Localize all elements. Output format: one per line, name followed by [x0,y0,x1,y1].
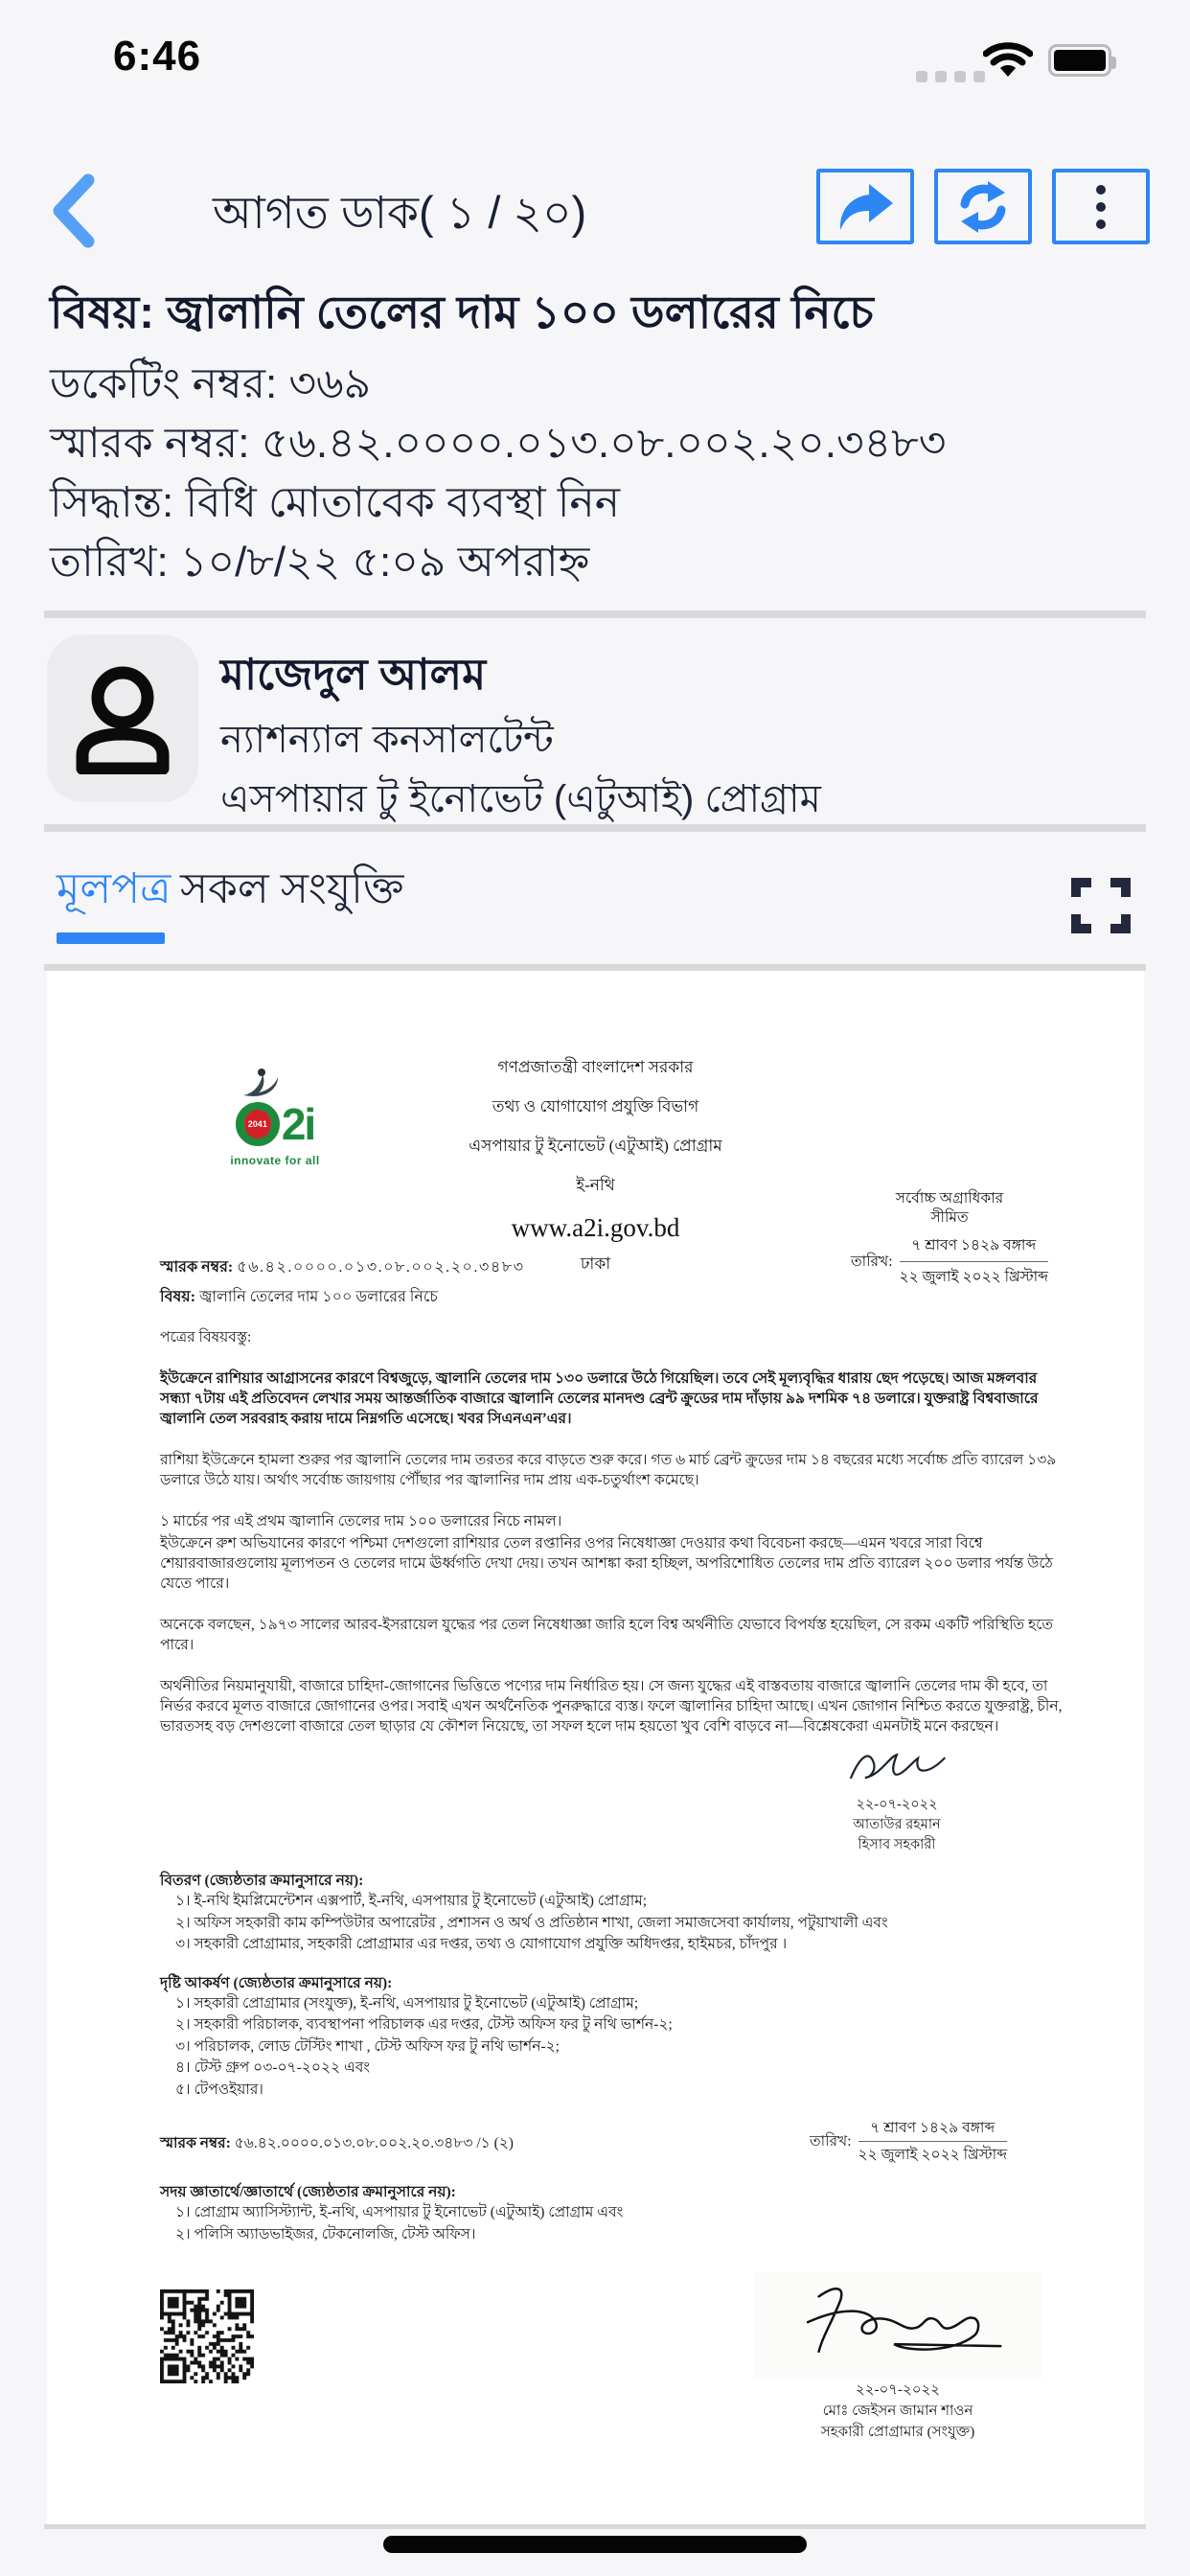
letterhead-line: গণপ্রজাতন্ত্রী বাংলাদেশ সরকার [497,1058,694,1076]
sign1-title: হিসাব সহকারী [858,1837,936,1852]
tab-main-letter[interactable]: মূলপত্র [57,865,172,912]
attention-heading: দৃষ্টি আকর্ষণ (জ্যেষ্ঠতার ক্রমানুসারে নয়): [160,1974,393,1991]
letterhead-website: www.a2i.gov.bd [511,1213,680,1242]
summary-decision: সিদ্ধান্ত: বিধি মোতাবেক ব্যবস্থা নিন [50,479,620,526]
forward-share-icon [837,182,893,232]
logo-text: 2i [281,1099,315,1149]
more-button[interactable] [1052,169,1150,244]
distribution-item: ৩। সহকারী প্রোগ্রামার, সহকারী প্রোগ্রামার এর দপ্তর, তথ্য ও যোগাযোগ প্রযুক্তি অধিদপ্তর, হাইমচর, চাঁদপুর । [175,1936,788,1952]
home-indicator[interactable] [383,2536,807,2553]
cc-list [160,2202,1064,2245]
priority-line: সর্বোচ্চ অগ্রাধিকার [895,1190,1004,1207]
letterhead-line: এসপায়ার টু ইনোভেট (এটুআই) প্রোগ্রাম [469,1137,722,1155]
summary-memo: স্মারক নম্বর: ৫৬.৪২.০০০০.০১৩.০৮.০০২.২০.৩৪৮৩ [50,420,947,467]
paragraphs [160,1368,1064,1736]
person-icon [73,663,172,774]
priority-block [811,1189,1088,1290]
memo-number: ৫৬.৪২.০০০০.০১৩.০৮.০০২.২০.৩৪৮৩ [237,1259,525,1276]
letter-paragraph: অর্থনীতির নিয়মানুযায়ী, বাজারে চাহিদা-জোগানের ভিত্তিতে পণ্যের দাম নির্ধারিত হয়। সে জন্য যুদ্ধের এই বাস্তবতায় বাজারে জ্বালানি তেলের দাম কী হবে, তা নির্ভর করবে মূলত বাজারে জোগানের ওপর। সবাই এখন অর্থনৈতিক পুনরুদ্ধারে ব্যস্ত। ফলে জ্বালানির চাহিদা আছে। এখন জোগান নিশ্চিত করতে যুক্তরাষ্ট্র, চীন, ভারতসহ বড় দেশগুলো বাজারে তেল ছাড়ার যে কৌশল নিয়েছে, তা সফল হলে দাম হয়তো খুব বেশি বাড়বে না—বিশ্লেষকেরা এমনটাই মনে করছেন। [160,1678,1063,1735]
date-gregorian: ২২ জুলাই ২০২২ খ্রিস্টাব্দ [858,2147,1008,2163]
sign1-date: ২২-০৭-২০২২ [856,1797,938,1812]
date-bangla: ৭ শ্রাবণ ১৪২৯ বঙ্গাব্দ [858,2118,1007,2142]
letter-paragraph: ইউক্রেনে রুশ অভিযানের কারণে পশ্চিমা দেশগুলো রাশিয়ার তেল রপ্তানির ওপর নিষেধাজ্ঞা দেওয়ার কথা বিবেচনা করছে—এমন খবরে সারা বিশ্বে শেয়ারবাজারগুলোয় মূল্যপতন ও তেলের দামে ঊর্ধ্বগতি দেখা দেয়। তখন আশঙ্কা করা হচ্ছিল, অপরিশোধিত তেলের দাম প্রতি ব্যারেল ২০০ ডলার পর্যন্ত উঠে যেতে পারে। [160,1535,1053,1592]
letter-paragraph: ইউক্রেনে রাশিয়ার আগ্রাসনের কারণে বিশ্বজুড়ে, জ্বালানি তেলের দাম ১৩০ ডলারে উঠে গিয়েছিল। তবে সেই মূল্যবৃদ্ধির ধারায় ছেদ পড়েছে। আজ মঙ্গলবার সন্ধ্যা ৭টায় এই প্রতিবেদন লেখার সময় আন্তর্জাতিক বাজারে জ্বালানি তেলের মানদণ্ড ব্রেন্ট ক্রুডের দাম দাঁড়ায় ৯৯ দশমিক ৭৪ ডলারে। যুক্তরাষ্ট্র বিশ্ববাজারে জ্বালানি তেল সরবরাহ করায় দামে নিম্নগতি এসেছে। খবর সিএনএন’এর। [160,1370,1039,1427]
signature-image [754,2272,1041,2380]
subject-value: জ্বালানি তেলের দাম ১০০ ডলারের নিচে [199,1289,438,1305]
date-label: তারিখ: [850,1253,893,1270]
sign2-name: মোঃ জেইসন জামান শাওন [822,2404,973,2419]
divider [44,2524,1146,2529]
signature-block-2 [754,2272,1041,2443]
logo-tagline: innovate for all [230,1154,320,1167]
letter-paragraph: অনেকে বলছেন, ১৯৭৩ সালের আরব-ইসরায়েল যুদ্ধের পর তেল নিষেধাজ্ঞা জারি হলে বিশ্ব অর্থনীতি যেভাবে বিপর্যস্ত হয়েছিল, সে রকম একটি পরিস্থিতি হতে পারে। [160,1617,1054,1653]
signature-block-1 [787,1744,1007,1855]
sign1-name: আতাউর রহমান [853,1817,941,1832]
summary-date: তারিখ: ১০/৮/২২ ৫:০৯ অপরাহ্ন [50,539,590,586]
attention-item: ৩। পরিচালক, লোড টেস্টিং শাখা , টেস্ট অফিস ফর টু নথি ভার্শন-২; [175,2037,560,2055]
logo-badge: 2041 [244,1110,271,1138]
tab-all-attachments[interactable]: সকল সংযুক্তি [180,865,404,912]
sign2-date: ২২-০৭-২০২২ [855,2382,940,2398]
expand-icon [1071,878,1131,933]
distribution-list [160,1891,1064,1956]
dak-summary [50,284,1171,592]
memo-label: স্মারক নম্বর: [160,1259,234,1276]
distribution-heading: বিতরণ (জ্যেষ্ঠতার ক্রমানুসারে নয়): [160,1873,364,1889]
date-label: তারিখ: [809,2133,852,2150]
letter-paragraph: ১ মার্চের পর এই প্রথম জ্বালানি তেলের দাম ১০০ ডলারের নিচে নামল। [160,1513,562,1530]
back-button[interactable] [46,172,100,249]
distribution-item: ১। ই-নথি ইমপ্লিমেন্টেশন এক্সপার্ট, ই-নথি, এসপায়ার টু ইনোভেট (এটুআই) প্রোগ্রাম; [175,1893,648,1909]
memo-line [160,1254,525,1280]
attention-item: ২। সহকারী পরিচালক, ব্যবস্থাপনা পরিচালক এর দপ্তর, টেস্ট অফিস ফর টু নথি ভার্শন-২; [175,2016,673,2033]
divider [44,610,1146,618]
letterhead-line: তথ্য ও যোগাযোগ প্রযুক্তি বিভাগ [492,1097,699,1116]
divider [44,824,1146,832]
cc-heading: সদয় জ্ঞাতার্থে/জ্ঞাতার্থে (জ্যেষ্ঠতার ক্রমানুসারে নয়): [160,2184,456,2200]
priority-line: সীমিত [930,1209,969,1226]
date-bangla: ৭ শ্রাবণ ১৪২৯ বঙ্গাব্দ [900,1233,1048,1262]
forward-button[interactable] [816,169,914,244]
document-viewer[interactable] [47,971,1144,2524]
sender-organization: এসপায়ার টু ইনোভেট (এটুআই) প্রোগ্রাম [220,778,821,820]
summary-docketing: ডকেটিং নম্বর: ৩৬৯ [50,360,372,407]
refresh-button[interactable] [934,169,1032,244]
subject-line [160,1284,438,1310]
body-intro: পত্রের বিষয়বস্তু: [160,1329,252,1346]
avatar [47,634,198,802]
letter-paragraph: রাশিয়া ইউক্রেনে হামলা শুরুর পর জ্বালানি তেলের দাম তরতর করে বাড়তে শুরু করে। গত ৬ মার্চ ব্রেন্ট ক্রুডের দাম ১৪ বছরের মধ্যে সর্বোচ্চ প্রতি ব্যারেল ১৩৯ ডলারে উঠে যায়। অর্থাৎ সর্বোচ্চ জায়গায় পৌঁছার পর জ্বালানির দাম প্রায় এক-চতুর্থাংশ কমেছে। [160,1452,1057,1488]
attention-item: ৪। টেস্ট গ্রুপ ০৩-০৭-২০২২ এবং [175,2059,371,2076]
fullscreen-button[interactable] [1071,878,1131,938]
status-time: 6:46 [113,33,202,80]
attention-item: ১। সহকারী প্রোগ্রামার (সংযুক্ত), ই-নথি, এসপায়ার টু ইনোভেট (এটুআই) প্রোগ্রাম; [175,1994,639,2012]
nav-actions [816,169,1150,244]
sender-designation: ন্যাশন্যাল কনসালটেন্ট [220,719,554,761]
memo2-label: স্মারক নম্বর: [160,2135,231,2151]
attention-list [160,1993,1064,2102]
wifi-icon [983,42,1033,83]
sync-icon [955,181,1011,233]
subject-label: বিষয়: [160,1289,196,1305]
attention-item: ৫। টেপওইয়ার। [175,2081,263,2098]
chevron-left-icon [46,172,100,249]
page-title: আগত ডাক( ১ / ২০) [213,187,587,238]
distribution-item: ২। অফিস সহকারী কাম কম্পিউটার অপারেটর , প্রশাসন ও অর্থ ও প্রতিষ্ঠান শাখা, জেলা সমাজসেবা কার্যালয়, পটুয়াখালী এবং [175,1914,888,1931]
cc-item: ২। পলিসি অ্যাডভাইজর, টেকনোলজি, টেস্ট অফিস। [175,2225,476,2242]
active-tab-underline [57,932,165,944]
letterhead-line: ই-নথি [576,1176,615,1194]
battery-icon [1048,44,1111,77]
cellular-signal-icon [916,71,985,82]
divider [44,964,1146,971]
qr-code [160,2289,254,2383]
memo2-line [160,2120,1064,2163]
summary-subject: বিষয়: জ্বালানি তেলের দাম ১০০ ডলারের নিচে [50,287,874,337]
sender-name: মাজেদুল আলম [220,650,487,699]
memo2-number: ৫৬.৪২.০০০০.০১৩.০৮.০০২.২০.৩৪৮৩ /১ (২) [234,2135,514,2151]
vertical-ellipsis-icon [1096,185,1106,229]
cc-item: ১। প্রোগ্রাম অ্যাসিস্ট্যান্ট, ই-নথি, এসপায়ার টু ইনোভেট (এটুআই) প্রোগ্রাম এবং [175,2204,624,2220]
sign2-title: সহকারী প্রোগ্রামার (সংযুক্ত) [820,2425,975,2440]
signature-image [839,1744,954,1788]
letter-body [160,1323,1064,2443]
date-gregorian: ২২ জুলাই ২০২২ খ্রিস্টাব্দ [899,1269,1049,1285]
letterhead-city: ঢাকা [580,1254,611,1273]
